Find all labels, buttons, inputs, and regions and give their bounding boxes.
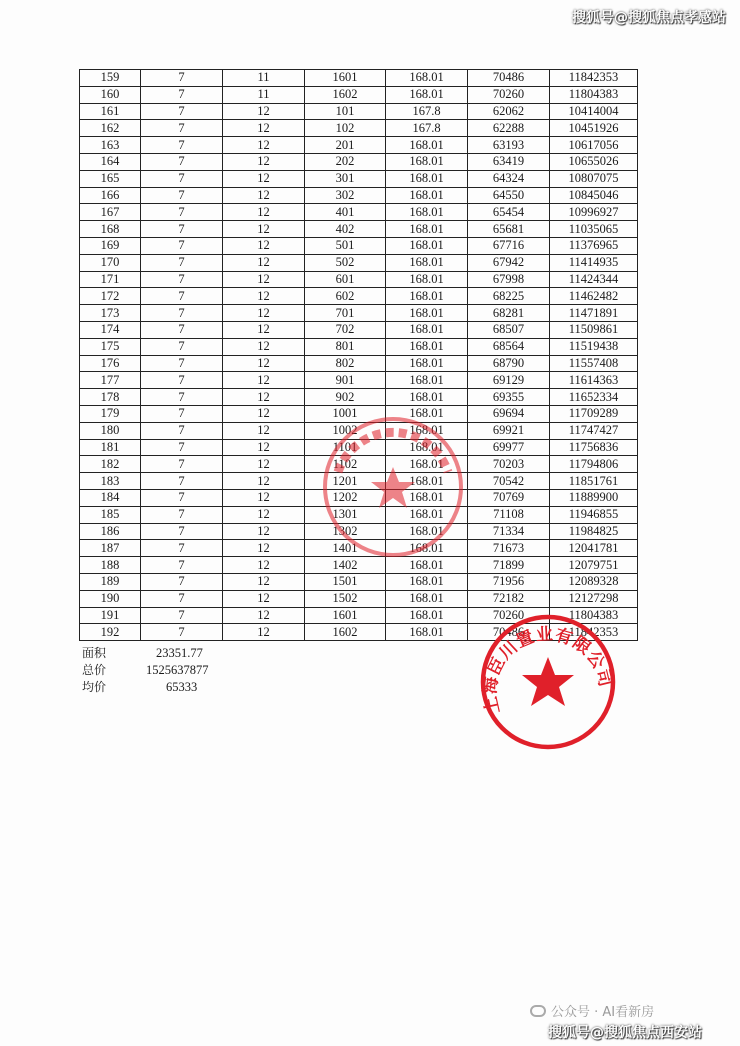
building-cell: 7 [141,607,223,624]
area-cell: 168.01 [386,338,468,355]
area-cell: 168.01 [386,473,468,490]
floor-cell: 12 [223,489,305,506]
total-price-cell: 11509861 [550,321,638,338]
building-cell: 7 [141,624,223,641]
row-index-cell: 177 [80,372,141,389]
floor-cell: 12 [223,439,305,456]
row-index-cell: 184 [80,489,141,506]
row-index-cell: 161 [80,103,141,120]
room-cell: 201 [305,137,386,154]
area-cell: 168.01 [386,288,468,305]
room-cell: 901 [305,372,386,389]
area-cell: 168.01 [386,237,468,254]
room-cell: 502 [305,254,386,271]
building-cell: 7 [141,372,223,389]
row-index-cell: 168 [80,221,141,238]
unit-price-cell: 70769 [468,489,550,506]
room-cell: 301 [305,170,386,187]
floor-cell: 12 [223,540,305,557]
unit-price-cell: 71334 [468,523,550,540]
total-price-cell: 11842353 [550,624,638,641]
room-cell: 1501 [305,573,386,590]
unit-price-cell: 72182 [468,590,550,607]
watermark-top: 搜狐号@搜狐焦点孝感站 [572,10,726,26]
floor-cell: 12 [223,120,305,137]
building-cell: 7 [141,540,223,557]
unit-price-cell: 67716 [468,237,550,254]
company-seal-faded [318,412,468,562]
room-cell: 1602 [305,86,386,103]
total-price-cell: 11804383 [550,607,638,624]
floor-cell: 12 [223,473,305,490]
row-index-cell: 186 [80,523,141,540]
unit-price-cell: 64550 [468,187,550,204]
room-cell: 202 [305,153,386,170]
room-cell: 702 [305,321,386,338]
floor-cell: 11 [223,70,305,87]
building-cell: 7 [141,439,223,456]
building-cell: 7 [141,137,223,154]
unit-price-cell: 69129 [468,372,550,389]
building-cell: 7 [141,70,223,87]
floor-cell: 12 [223,237,305,254]
floor-cell: 12 [223,338,305,355]
building-cell: 7 [141,590,223,607]
floor-cell: 12 [223,254,305,271]
table-row [80,590,638,607]
area-cell: 168.01 [386,305,468,322]
area-cell: 168.01 [386,607,468,624]
unit-price-cell: 65454 [468,204,550,221]
table-row [80,573,638,590]
avg-value: 65333 [166,680,198,694]
floor-cell: 12 [223,372,305,389]
table-row [80,170,638,187]
area-cell: 168.01 [386,355,468,372]
room-cell: 1402 [305,557,386,574]
row-index-cell: 159 [80,70,141,87]
floor-cell: 11 [223,86,305,103]
table-row [80,305,638,322]
building-cell: 7 [141,271,223,288]
row-index-cell: 191 [80,607,141,624]
room-cell: 1201 [305,473,386,490]
floor-cell: 12 [223,170,305,187]
row-index-cell: 188 [80,557,141,574]
row-index-cell: 169 [80,237,141,254]
floor-cell: 12 [223,221,305,238]
total-price-cell: 11889900 [550,489,638,506]
unit-price-cell: 70486 [468,624,550,641]
unit-price-cell: 62288 [468,120,550,137]
unit-price-cell: 70203 [468,456,550,473]
area-cell: 168.01 [386,153,468,170]
building-cell: 7 [141,187,223,204]
floor-cell: 12 [223,305,305,322]
row-index-cell: 174 [80,321,141,338]
building-cell: 7 [141,288,223,305]
total-price-cell: 11557408 [550,355,638,372]
area-cell: 168.01 [386,271,468,288]
table-row [80,254,638,271]
building-cell: 7 [141,523,223,540]
area-cell: 168.01 [386,204,468,221]
area-cell: 168.01 [386,573,468,590]
row-index-cell: 175 [80,338,141,355]
room-cell: 1601 [305,70,386,87]
total-price-cell: 11614363 [550,372,638,389]
floor-cell: 12 [223,321,305,338]
building-cell: 7 [141,355,223,372]
wechat-label: 公众号 · AI看新房 [551,1005,655,1020]
area-cell: 168.01 [386,439,468,456]
area-cell: 168.01 [386,557,468,574]
row-index-cell: 187 [80,540,141,557]
floor-cell: 12 [223,590,305,607]
row-index-cell: 178 [80,389,141,406]
total-price-cell: 10655026 [550,153,638,170]
unit-price-cell: 70260 [468,607,550,624]
total-price-cell: 11709289 [550,405,638,422]
building-cell: 7 [141,86,223,103]
unit-price-cell: 67942 [468,254,550,271]
room-cell: 601 [305,271,386,288]
row-index-cell: 166 [80,187,141,204]
area-cell: 168.01 [386,86,468,103]
room-cell: 1502 [305,590,386,607]
table-row [80,237,638,254]
table-row [80,355,638,372]
row-index-cell: 185 [80,506,141,523]
total-price-cell: 10807075 [550,170,638,187]
area-cell: 168.01 [386,624,468,641]
unit-price-cell: 70260 [468,86,550,103]
row-index-cell: 192 [80,624,141,641]
summary-area [82,645,282,662]
company-seal [478,612,618,752]
area-cell: 168.01 [386,372,468,389]
room-cell: 501 [305,237,386,254]
total-price-cell: 11984825 [550,523,638,540]
row-index-cell: 173 [80,305,141,322]
room-cell: 1202 [305,489,386,506]
total-price-cell: 11747427 [550,422,638,439]
total-price-cell: 11804383 [550,86,638,103]
area-cell: 168.01 [386,170,468,187]
unit-price-cell: 68507 [468,321,550,338]
summary-block [82,645,282,696]
area-cell: 168.01 [386,523,468,540]
total-price-cell: 12041781 [550,540,638,557]
unit-price-cell: 70542 [468,473,550,490]
row-index-cell: 164 [80,153,141,170]
room-cell: 1102 [305,456,386,473]
table-row [80,120,638,137]
room-cell: 101 [305,103,386,120]
area-cell: 167.8 [386,103,468,120]
wechat-mark [530,1001,654,1020]
area-cell: 168.01 [386,540,468,557]
floor-cell: 12 [223,422,305,439]
floor-cell: 12 [223,204,305,221]
room-cell: 1401 [305,540,386,557]
floor-cell: 12 [223,523,305,540]
room-cell: 402 [305,221,386,238]
total-price-cell: 11035065 [550,221,638,238]
row-index-cell: 181 [80,439,141,456]
area-cell: 168.01 [386,187,468,204]
total-price-cell: 11462482 [550,288,638,305]
total-price-cell: 12089328 [550,573,638,590]
area-cell: 168.01 [386,422,468,439]
building-cell: 7 [141,489,223,506]
unit-price-cell: 68790 [468,355,550,372]
building-cell: 7 [141,321,223,338]
area-cell: 168.01 [386,456,468,473]
unit-price-cell: 71673 [468,540,550,557]
room-cell: 102 [305,120,386,137]
room-cell: 1302 [305,523,386,540]
total-price-cell: 11424344 [550,271,638,288]
area-cell: 168.01 [386,70,468,87]
watermark-bottom: 搜狐号@搜狐焦点西安站 [548,1025,702,1041]
building-cell: 7 [141,103,223,120]
building-cell: 7 [141,456,223,473]
row-index-cell: 179 [80,405,141,422]
table-row [80,372,638,389]
room-cell: 1101 [305,439,386,456]
room-cell: 701 [305,305,386,322]
row-index-cell: 171 [80,271,141,288]
area-label: 面积 [82,646,107,660]
row-index-cell: 182 [80,456,141,473]
room-cell: 902 [305,389,386,406]
table-row [80,153,638,170]
unit-price-cell: 64324 [468,170,550,187]
total-price-cell: 11946855 [550,506,638,523]
total-price-cell: 12127298 [550,590,638,607]
floor-cell: 12 [223,456,305,473]
building-cell: 7 [141,405,223,422]
building-cell: 7 [141,153,223,170]
total-price-cell: 10451926 [550,120,638,137]
unit-price-cell: 65681 [468,221,550,238]
table-row [80,86,638,103]
building-cell: 7 [141,338,223,355]
area-cell: 168.01 [386,137,468,154]
area-cell: 168.01 [386,254,468,271]
area-cell: 168.01 [386,590,468,607]
total-price-cell: 11851761 [550,473,638,490]
table-row [80,103,638,120]
total-price-cell: 11414935 [550,254,638,271]
row-index-cell: 170 [80,254,141,271]
table-row [80,221,638,238]
building-cell: 7 [141,221,223,238]
table-row [80,288,638,305]
area-cell: 168.01 [386,221,468,238]
building-cell: 7 [141,120,223,137]
row-index-cell: 167 [80,204,141,221]
table-row [80,271,638,288]
room-cell: 801 [305,338,386,355]
summary-total [82,662,282,679]
total-price-cell: 11376965 [550,237,638,254]
row-index-cell: 176 [80,355,141,372]
table-row [80,321,638,338]
floor-cell: 12 [223,607,305,624]
unit-price-cell: 63193 [468,137,550,154]
room-cell: 1601 [305,607,386,624]
table-row [80,70,638,87]
room-cell: 401 [305,204,386,221]
row-index-cell: 163 [80,137,141,154]
floor-cell: 12 [223,187,305,204]
building-cell: 7 [141,389,223,406]
row-index-cell: 190 [80,590,141,607]
building-cell: 7 [141,473,223,490]
table-row [80,187,638,204]
floor-cell: 12 [223,506,305,523]
building-cell: 7 [141,557,223,574]
floor-cell: 12 [223,271,305,288]
building-cell: 7 [141,237,223,254]
row-index-cell: 165 [80,170,141,187]
unit-price-cell: 69694 [468,405,550,422]
unit-price-cell: 71956 [468,573,550,590]
building-cell: 7 [141,170,223,187]
wechat-icon [530,1005,546,1017]
room-cell: 1301 [305,506,386,523]
floor-cell: 12 [223,405,305,422]
area-cell: 167.8 [386,120,468,137]
total-price-cell: 10414004 [550,103,638,120]
total-price-cell: 10617056 [550,137,638,154]
floor-cell: 12 [223,103,305,120]
area-value: 23351.77 [156,646,203,660]
unit-price-cell: 69921 [468,422,550,439]
floor-cell: 12 [223,557,305,574]
table-row [80,204,638,221]
row-index-cell: 172 [80,288,141,305]
floor-cell: 12 [223,389,305,406]
seal-text: 上海臣川置业有限公司 [480,624,616,716]
unit-price-cell: 71899 [468,557,550,574]
floor-cell: 12 [223,288,305,305]
unit-price-cell: 69355 [468,389,550,406]
unit-price-cell: 62062 [468,103,550,120]
total-price-cell: 11794806 [550,456,638,473]
total-price-cell: 11842353 [550,70,638,87]
table-row [80,338,638,355]
total-price-cell: 11756836 [550,439,638,456]
total-price-cell: 11652334 [550,389,638,406]
building-cell: 7 [141,204,223,221]
total-price-cell: 11519438 [550,338,638,355]
row-index-cell: 162 [80,120,141,137]
room-cell: 1001 [305,405,386,422]
total-value: 1525637877 [146,663,209,677]
floor-cell: 12 [223,573,305,590]
floor-cell: 12 [223,355,305,372]
unit-price-cell: 67998 [468,271,550,288]
area-cell: 168.01 [386,506,468,523]
room-cell: 1002 [305,422,386,439]
room-cell: 302 [305,187,386,204]
floor-cell: 12 [223,624,305,641]
room-cell: 602 [305,288,386,305]
building-cell: 7 [141,305,223,322]
unit-price-cell: 71108 [468,506,550,523]
building-cell: 7 [141,422,223,439]
unit-price-cell: 63419 [468,153,550,170]
unit-price-cell: 68564 [468,338,550,355]
building-cell: 7 [141,573,223,590]
table-row [80,389,638,406]
row-index-cell: 189 [80,573,141,590]
row-index-cell: 180 [80,422,141,439]
table-row [80,137,638,154]
unit-price-cell: 68225 [468,288,550,305]
total-price-cell: 12079751 [550,557,638,574]
total-price-cell: 11471891 [550,305,638,322]
total-price-cell: 10996927 [550,204,638,221]
unit-price-cell: 68281 [468,305,550,322]
avg-label: 均价 [82,680,107,694]
summary-avg [82,679,282,696]
building-cell: 7 [141,254,223,271]
area-cell: 168.01 [386,321,468,338]
total-price-cell: 10845046 [550,187,638,204]
unit-price-cell: 70486 [468,70,550,87]
area-cell: 168.01 [386,389,468,406]
floor-cell: 12 [223,137,305,154]
room-cell: 802 [305,355,386,372]
row-index-cell: 160 [80,86,141,103]
building-cell: 7 [141,506,223,523]
total-label: 总价 [82,663,107,677]
area-cell: 168.01 [386,489,468,506]
unit-price-cell: 69977 [468,439,550,456]
area-cell: 168.01 [386,405,468,422]
row-index-cell: 183 [80,473,141,490]
room-cell: 1602 [305,624,386,641]
floor-cell: 12 [223,153,305,170]
